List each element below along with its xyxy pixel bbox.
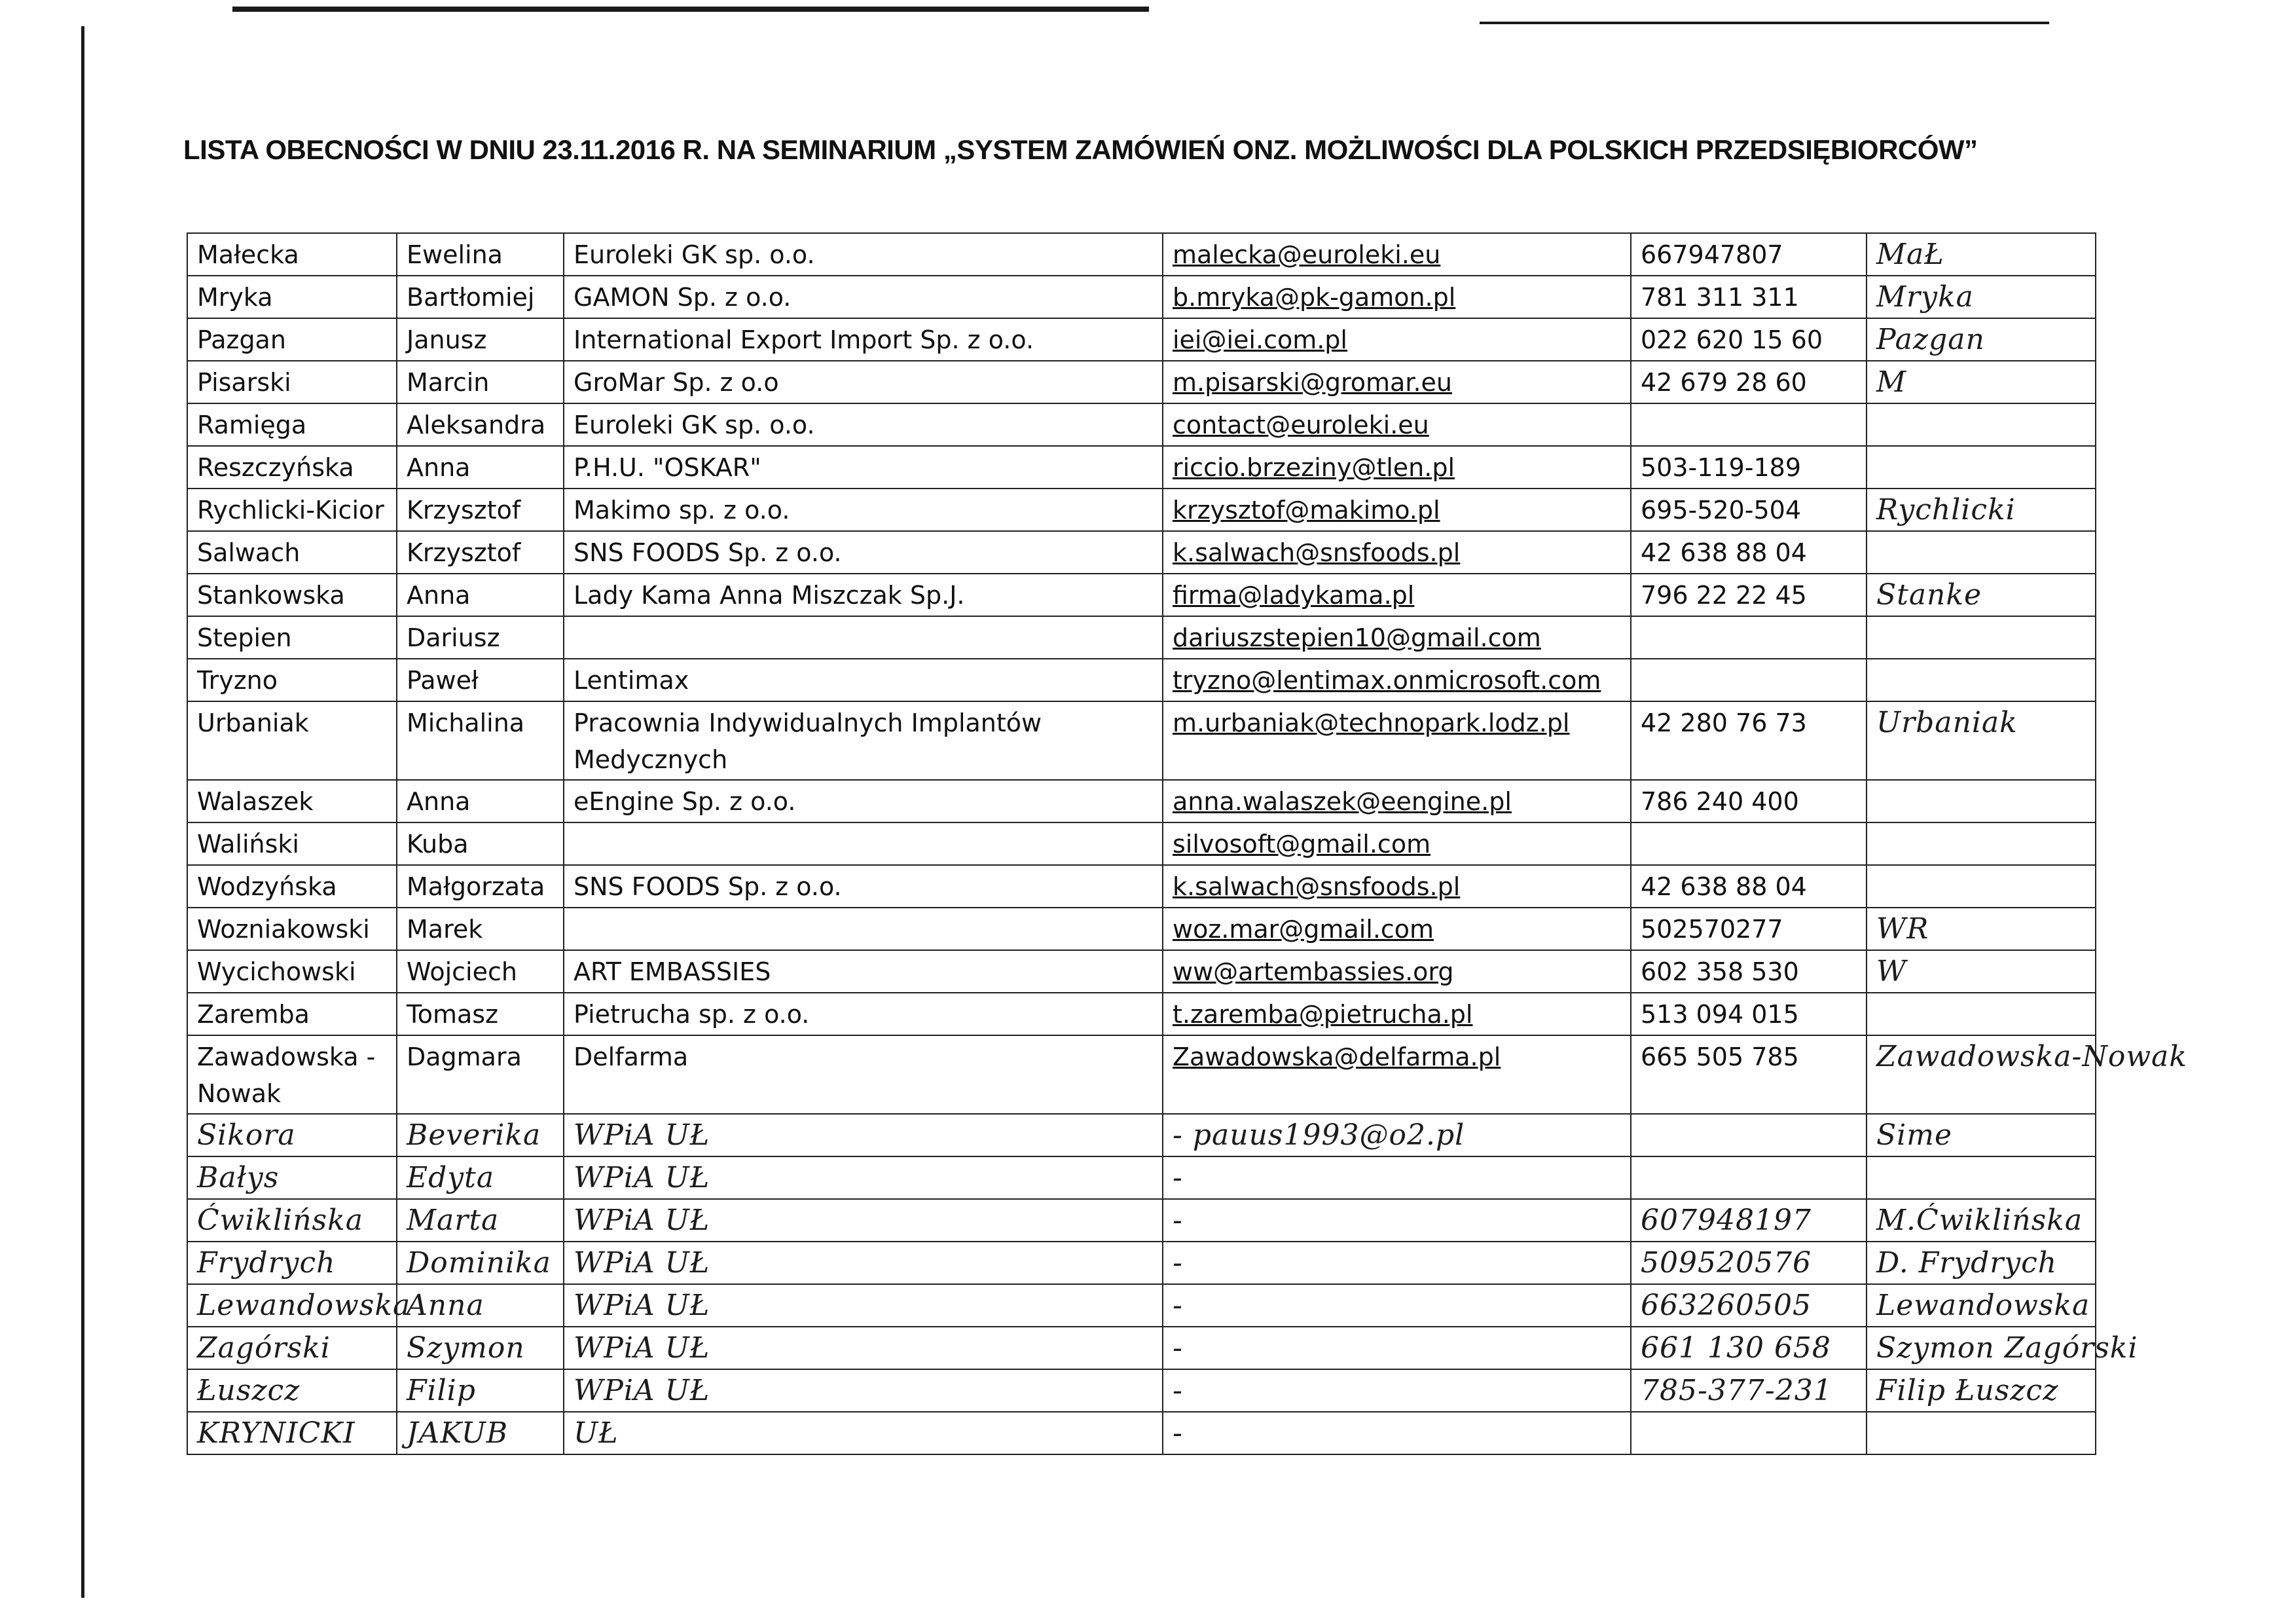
cell-signature [1867,865,2096,908]
cell-company: WPiA UŁ [564,1284,1163,1327]
cell-company: Pracownia Indywidualnych Implantów Medycznych [564,701,1163,780]
cell-signature [1867,1156,2096,1199]
table-row [187,403,2096,446]
cell-signature [1867,659,2096,701]
cell-email: silvosoft@gmail.com [1163,822,1631,865]
cell-company: eEngine Sp. z o.o. [564,780,1163,822]
cell-phone: 502570277 [1631,908,1867,950]
table-row [187,276,2096,318]
cell-signature [1867,403,2096,446]
cell-email: - [1163,1199,1631,1242]
attendance-table [187,232,2187,1455]
cell-first-name: Anna [397,780,564,822]
cell-phone: 513 094 015 [1631,993,1867,1035]
cell-company: Lady Kama Anna Miszczak Sp.J. [564,574,1163,616]
cell-phone: 663260505 [1631,1284,1867,1327]
cell-phone [1631,616,1867,659]
cell-first-name: Aleksandra [397,403,564,446]
table-row [187,1114,2096,1156]
cell-company [564,616,1163,659]
cell-signature: M.Ćwiklińska [1867,1199,2096,1242]
cell-phone: 781 311 311 [1631,276,1867,318]
cell-first-name: Michalina [397,701,564,780]
cell-first-name: Kuba [397,822,564,865]
table-row [187,531,2096,574]
cell-email: - [1163,1284,1631,1327]
cell-first-name: Filip [397,1369,564,1412]
cell-email: - [1163,1369,1631,1412]
cell-email: tryzno@lentimax.onmicrosoft.com [1163,659,1631,701]
cell-email: malecka@euroleki.eu [1163,233,1631,276]
cell-email: iei@iei.com.pl [1163,318,1631,361]
table-row [187,822,2096,865]
table-row [187,1199,2096,1242]
cell-signature: Stanke [1867,574,2096,616]
table-row [187,780,2096,822]
cell-signature: Lewandowska [1867,1284,2096,1327]
cell-signature: Szymon Zagórski [1867,1327,2096,1369]
cell-phone: 661 130 658 [1631,1327,1867,1369]
cell-surname: Łuszcz [187,1369,397,1412]
cell-phone: 796 22 22 45 [1631,574,1867,616]
cell-signature: WR [1867,908,2096,950]
cell-company: Lentimax [564,659,1163,701]
cell-company: WPiA UŁ [564,1199,1163,1242]
cell-surname: Zawadowska - Nowak [187,1035,397,1114]
cell-company [564,908,1163,950]
cell-email: - pauus1993@o2.pl [1163,1114,1631,1156]
cell-first-name: Dagmara [397,1035,564,1114]
table-row [187,446,2096,489]
table-row [187,1242,2096,1284]
cell-first-name: Bartłomiej [397,276,564,318]
cell-first-name: Marta [397,1199,564,1242]
cell-phone [1631,1156,1867,1199]
cell-signature: D. Frydrych [1867,1242,2096,1284]
cell-email: k.salwach@snsfoods.pl [1163,531,1631,574]
cell-signature: W [1867,950,2096,993]
cell-company: Delfarma [564,1035,1163,1114]
cell-email: krzysztof@makimo.pl [1163,489,1631,531]
cell-first-name: Marcin [397,361,564,403]
cell-company: Makimo sp. z o.o. [564,489,1163,531]
cell-phone [1631,822,1867,865]
table-row [187,908,2096,950]
cell-company: ART EMBASSIES [564,950,1163,993]
cell-signature: MaŁ [1867,233,2096,276]
cell-surname: Urbaniak [187,701,397,780]
scan-edge-left [81,26,84,1598]
cell-email: firma@ladykama.pl [1163,574,1631,616]
cell-surname: Rychlicki-Kicior [187,489,397,531]
cell-signature: Pazgan [1867,318,2096,361]
cell-first-name: Edyta [397,1156,564,1199]
cell-first-name: Janusz [397,318,564,361]
cell-signature [1867,780,2096,822]
cell-signature: M [1867,361,2096,403]
cell-first-name: Beverika [397,1114,564,1156]
cell-surname: Wozniakowski [187,908,397,950]
cell-surname: Pisarski [187,361,397,403]
cell-signature [1867,616,2096,659]
cell-email: ww@artembassies.org [1163,950,1631,993]
scan-edge-top [232,7,1149,12]
cell-email: - [1163,1327,1631,1369]
cell-phone: 786 240 400 [1631,780,1867,822]
cell-phone: 665 505 785 [1631,1035,1867,1114]
cell-phone [1631,659,1867,701]
cell-company: WPiA UŁ [564,1156,1163,1199]
cell-email: anna.walaszek@eengine.pl [1163,780,1631,822]
cell-email: t.zaremba@pietrucha.pl [1163,993,1631,1035]
table-row [187,950,2096,993]
cell-first-name: Dariusz [397,616,564,659]
cell-company: UŁ [564,1412,1163,1454]
cell-phone: 42 638 88 04 [1631,865,1867,908]
cell-surname: Lewandowska [187,1284,397,1327]
cell-company: Pietrucha sp. z o.o. [564,993,1163,1035]
cell-phone: 607948197 [1631,1199,1867,1242]
cell-surname: Małecka [187,233,397,276]
cell-first-name: Wojciech [397,950,564,993]
cell-surname: Pazgan [187,318,397,361]
cell-company: P.H.U. "OSKAR" [564,446,1163,489]
cell-phone: 785-377-231 [1631,1369,1867,1412]
cell-surname: Wodzyńska [187,865,397,908]
cell-first-name: Anna [397,574,564,616]
cell-phone: 667947807 [1631,233,1867,276]
cell-email: - [1163,1156,1631,1199]
table-row [187,574,2096,616]
table-row [187,1412,2096,1454]
cell-signature: Sime [1867,1114,2096,1156]
cell-email: woz.mar@gmail.com [1163,908,1631,950]
cell-first-name: Marek [397,908,564,950]
cell-email: - [1163,1242,1631,1284]
cell-surname: Ćwiklińska [187,1199,397,1242]
cell-surname: Frydrych [187,1242,397,1284]
cell-surname: Wycichowski [187,950,397,993]
page-title: LISTA OBECNOŚCI W DNIU 23.11.2016 R. NA SEMINARIUM „SYSTEM ZAMÓWIEŃ ONZ. MOŻLIWOŚCI DLA POLSKICH PRZEDSIĘBIORCÓW” [183,134,1978,165]
cell-email: - [1163,1412,1631,1454]
cell-email: m.urbaniak@technopark.lodz.pl [1163,701,1631,780]
table-row [187,993,2096,1035]
cell-phone: 503-119-189 [1631,446,1867,489]
cell-phone: 42 679 28 60 [1631,361,1867,403]
cell-email: contact@euroleki.eu [1163,403,1631,446]
table-row [187,233,2096,276]
cell-phone: 022 620 15 60 [1631,318,1867,361]
cell-signature: Urbaniak [1867,701,2096,780]
cell-phone [1631,403,1867,446]
cell-first-name: Tomasz [397,993,564,1035]
cell-surname: KRYNICKI [187,1412,397,1454]
cell-phone [1631,1114,1867,1156]
cell-surname: Walaszek [187,780,397,822]
cell-signature: Filip Łuszcz [1867,1369,2096,1412]
cell-company: WPiA UŁ [564,1327,1163,1369]
cell-company: GAMON Sp. z o.o. [564,276,1163,318]
cell-surname: Mryka [187,276,397,318]
cell-email: Zawadowska@delfarma.pl [1163,1035,1631,1114]
cell-signature: Zawadowska-Nowak [1867,1035,2096,1114]
cell-first-name: Krzysztof [397,489,564,531]
cell-surname: Zaremba [187,993,397,1035]
cell-first-name: Ewelina [397,233,564,276]
cell-signature [1867,822,2096,865]
cell-first-name: Paweł [397,659,564,701]
cell-surname: Waliński [187,822,397,865]
cell-phone: 602 358 530 [1631,950,1867,993]
cell-surname: Bałys [187,1156,397,1199]
cell-signature [1867,531,2096,574]
cell-phone [1631,1412,1867,1454]
table-row [187,1327,2096,1369]
cell-company: GroMar Sp. z o.o [564,361,1163,403]
cell-first-name: Anna [397,1284,564,1327]
cell-first-name: Krzysztof [397,531,564,574]
table-row [187,865,2096,908]
cell-company: Euroleki GK sp. o.o. [564,403,1163,446]
attendance-rows [187,233,2187,1454]
cell-signature: Rychlicki [1867,489,2096,531]
table-row [187,1156,2096,1199]
cell-company: WPiA UŁ [564,1369,1163,1412]
cell-company [564,822,1163,865]
cell-surname: Sikora [187,1114,397,1156]
cell-signature [1867,1412,2096,1454]
table-row [187,616,2096,659]
cell-surname: Tryzno [187,659,397,701]
cell-signature [1867,993,2096,1035]
cell-surname: Salwach [187,531,397,574]
cell-email: dariuszstepien10@gmail.com [1163,616,1631,659]
cell-signature: Mryka [1867,276,2096,318]
table-row [187,659,2096,701]
cell-email: k.salwach@snsfoods.pl [1163,865,1631,908]
cell-company: WPiA UŁ [564,1242,1163,1284]
table-row [187,318,2096,361]
cell-surname: Zagórski [187,1327,397,1369]
cell-first-name: Anna [397,446,564,489]
cell-surname: Stankowska [187,574,397,616]
cell-company: International Export Import Sp. z o.o. [564,318,1163,361]
cell-email: m.pisarski@gromar.eu [1163,361,1631,403]
cell-first-name: JAKUB [397,1412,564,1454]
cell-first-name: Szymon [397,1327,564,1369]
cell-company: SNS FOODS Sp. z o.o. [564,865,1163,908]
cell-first-name: Dominika [397,1242,564,1284]
cell-email: b.mryka@pk-gamon.pl [1163,276,1631,318]
table-row [187,1284,2096,1327]
table-row [187,1035,2096,1114]
cell-phone: 509520576 [1631,1242,1867,1284]
cell-phone: 42 280 76 73 [1631,701,1867,780]
cell-company: Euroleki GK sp. o.o. [564,233,1163,276]
cell-surname: Stepien [187,616,397,659]
cell-phone: 695-520-504 [1631,489,1867,531]
cell-email: riccio.brzeziny@tlen.pl [1163,446,1631,489]
cell-surname: Reszczyńska [187,446,397,489]
scan-edge-top-right [1480,22,2049,24]
table-row [187,361,2096,403]
table-row [187,701,2096,780]
cell-surname: Ramięga [187,403,397,446]
cell-company: SNS FOODS Sp. z o.o. [564,531,1163,574]
cell-company: WPiA UŁ [564,1114,1163,1156]
cell-first-name: Małgorzata [397,865,564,908]
cell-phone: 42 638 88 04 [1631,531,1867,574]
table-row [187,1369,2096,1412]
cell-signature [1867,446,2096,489]
table-row [187,489,2096,531]
